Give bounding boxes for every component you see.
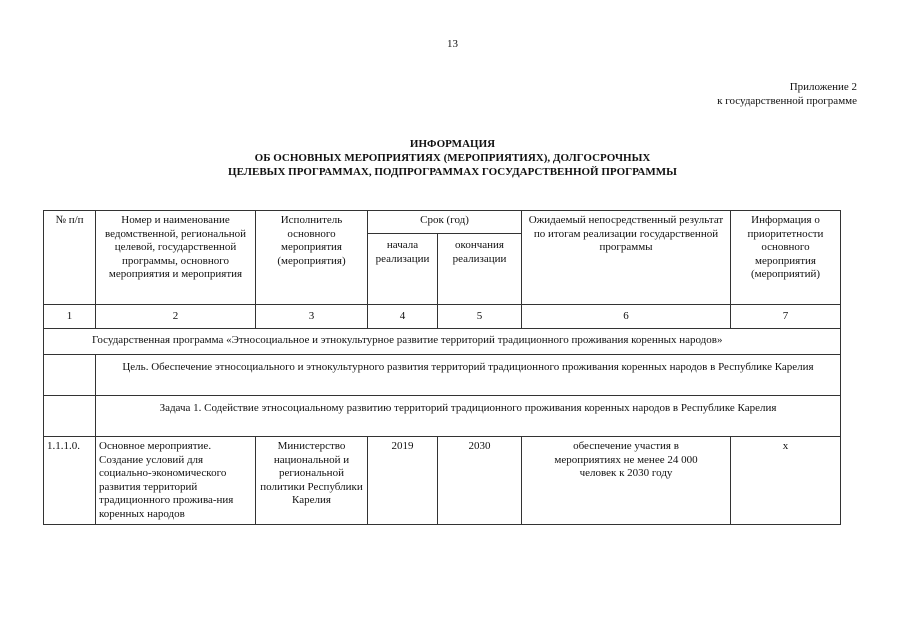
header-period: Срок (год): [368, 211, 522, 234]
appendix-line-1: Приложение 2: [789, 81, 857, 93]
header-result: Ожидаемый непосредственный результат по итогам реализации государственной программы: [522, 211, 731, 305]
title-line-2: ОБ ОСНОВНЫХ МЕРОПРИЯТИЯХ (МЕРОПРИЯТИЯХ), ДОЛГОСРОЧНЫХ: [254, 152, 651, 164]
program-row: [44, 329, 841, 355]
header-end: окончания реализации: [438, 234, 522, 305]
header-num: № п/п: [44, 211, 96, 305]
row-name: Основное мероприятие. Создание условий для социально-экономического развития территорий традиционного прожива-ния коренных народов: [96, 437, 256, 525]
program-title: Государственная программа «Этносоциальное и этнокультурное развитие территорий традиционного проживания коренных народов»: [44, 329, 841, 355]
page-number: 13: [447, 38, 458, 50]
column-number-row: [44, 305, 841, 329]
header-name: Номер и наименование ведомственной, региональной целевой, государственной программы, основного мероприятия и мероприятия: [96, 211, 256, 305]
appendix-note: [717, 80, 857, 108]
row-start: 2019: [368, 437, 438, 525]
goal-text: Цель. Обеспечение этносоциального и этнокультурного развития территорий традиционного проживания коренных народов в Республике Карелия: [96, 355, 841, 396]
col-number-3: 3: [256, 305, 368, 329]
document-title: [0, 137, 905, 179]
row-end: 2030: [438, 437, 522, 525]
header-priority: Информация о приоритетности основного мероприятия (мероприятий): [731, 211, 841, 305]
title-line-1: ИНФОРМАЦИЯ: [409, 138, 496, 150]
measures-table: [43, 210, 841, 525]
col-number-2: 2: [96, 305, 256, 329]
task-row: [44, 396, 841, 437]
task-empty-cell: [44, 396, 96, 437]
col-number-4: 4: [368, 305, 438, 329]
col-number-1: 1: [44, 305, 96, 329]
row-priority: х: [731, 437, 841, 525]
row-executor: Министерство национальной и региональной политики Республики Карелия: [256, 437, 368, 525]
data-row: [44, 437, 841, 525]
col-number-5: 5: [438, 305, 522, 329]
header-executor: Исполнитель основного мероприятия (мероприятия): [256, 211, 368, 305]
goal-row: [44, 355, 841, 396]
col-number-6: 6: [522, 305, 731, 329]
header-start: начала реализации: [368, 234, 438, 305]
col-number-7: 7: [731, 305, 841, 329]
title-line-3: ЦЕЛЕВЫХ ПРОГРАММАХ, ПОДПРОГРАММАХ ГОСУДАРСТВЕННОЙ ПРОГРАММЫ: [228, 166, 677, 178]
row-result: обеспечение участия в мероприятиях не менее 24 000 человек к 2030 году: [522, 437, 731, 525]
task-text: Задача 1. Содействие этносоциальному развитию территорий традиционного проживания коренных народов в Республике Карелия: [96, 396, 841, 437]
appendix-line-2: к государственной программе: [717, 95, 857, 107]
goal-empty-cell: [44, 355, 96, 396]
row-num: 1.1.1.0.: [44, 437, 96, 525]
header-row: [44, 211, 841, 234]
